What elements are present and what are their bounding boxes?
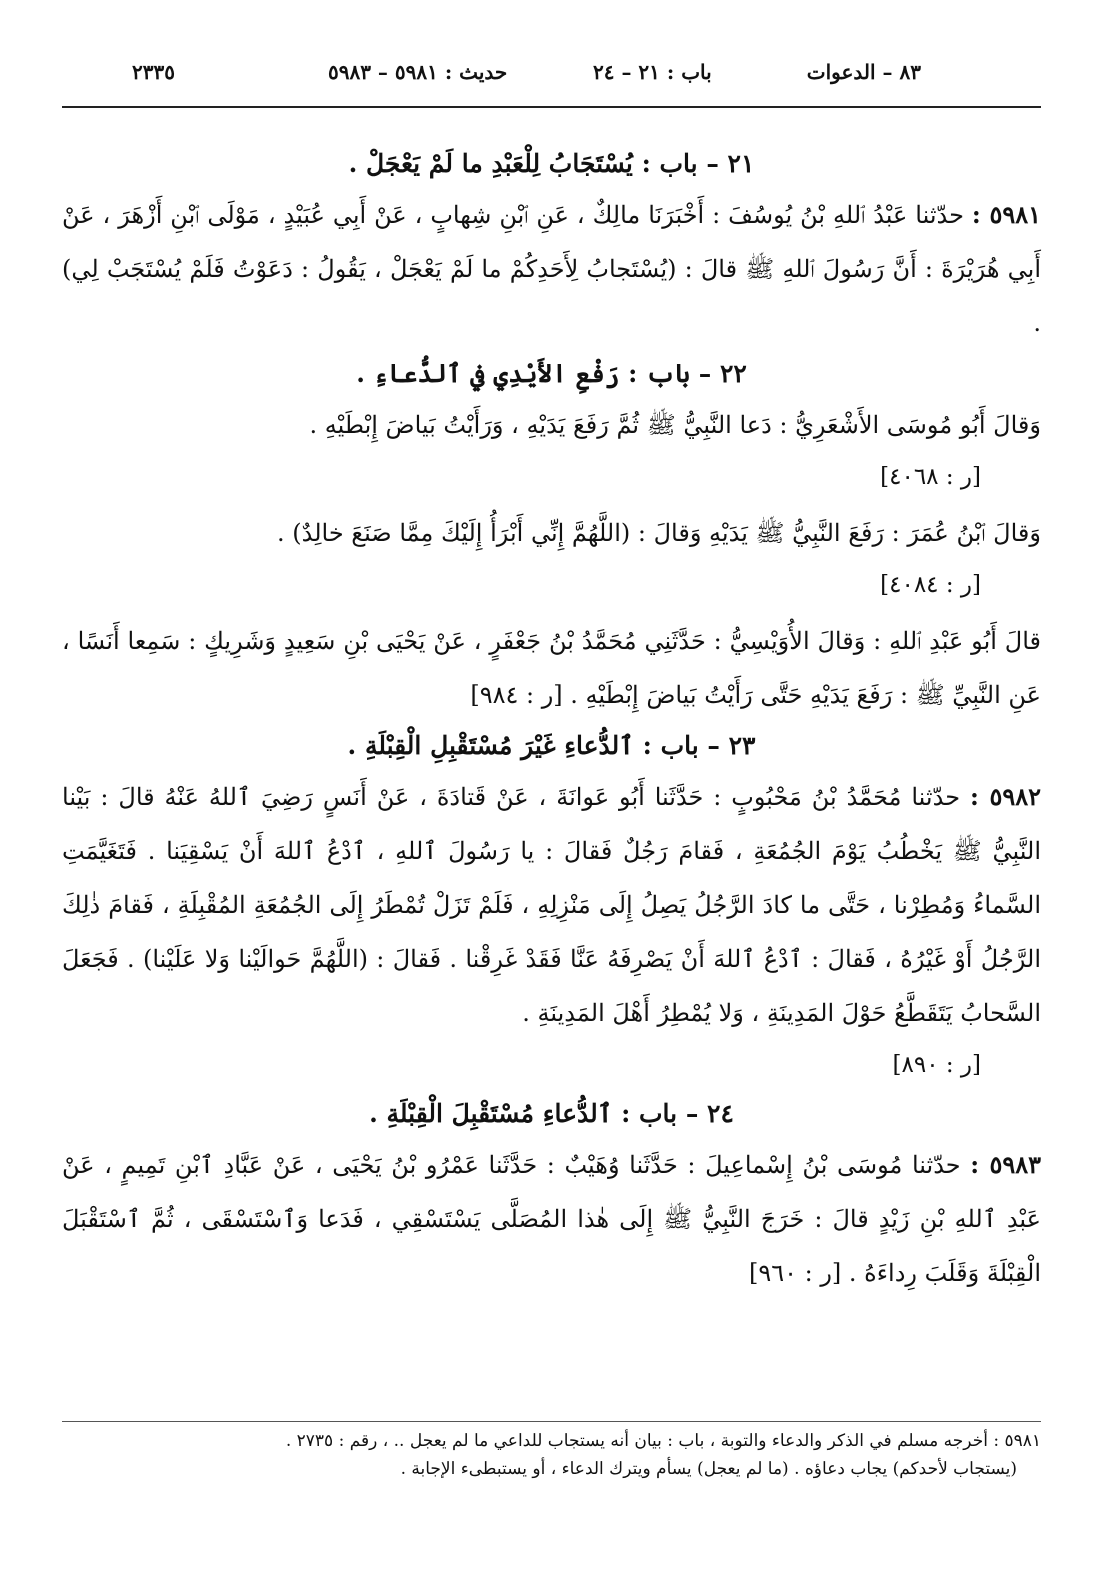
bab-range: باب : ٢١ – ٢٤ bbox=[593, 60, 712, 84]
chapter-heading: ٢١ – باب : يُسْتَجَابُ لِلْعَبْدِ ما لَمْ يَعْجَلْ . bbox=[348, 149, 755, 178]
hadith-paragraph bbox=[62, 1138, 1041, 1300]
narration-paragraph: وَقالَ ٱبْنُ عُمَرَ : رَفَعَ النَّبِيُّ ﷺ يَدَيْهِ وَقالَ : (اللَّهُمَّ إِنِّي أَبْرَأُ إِلَيْكَ مِمَّا صَنَعَ خالِدٌ) . bbox=[276, 519, 1041, 547]
hadith-number: ٥٩٨٢ : bbox=[969, 782, 1041, 811]
footnote: ٥٩٨١ : أخرجه مسلم في الذكر والدعاء والتوبة ، باب : بيان أنه يستجاب للداعي ما لم يعجل .. ، رقم : ٢٧٣٥ . bbox=[285, 1431, 1041, 1451]
cross-reference: [ر : ٤٠٨٤] bbox=[880, 572, 981, 598]
footnote-divider bbox=[62, 1421, 1041, 1422]
cross-reference: [ر : ٤٠٦٨] bbox=[880, 464, 981, 490]
chapter-heading: ٢٤ – باب : ٱلدُّعاءِ مُسْتَقْبِلَ الْقِبْلَةِ . bbox=[369, 1099, 734, 1128]
hadith-text: حدّثنا عَبْدُ ٱللهِ بْنُ يُوسُفَ : أَخْبَرَنَا مالِكٌ ، عَنِ ٱبْنِ شِهابٍ ، عَنْ أَبِي عُبَيْدٍ ، مَوْلَى ٱبْنِ أَزْهَرَ ، عَنْ أَبِي هُرَيْرَةَ : أَنَّ رَسُولَ ٱللهِ ﷺ قالَ : (يُسْتَجابُ لِأَحَدِكُمْ ما لَمْ يَعْجَلْ ، يَقُولُ : دَعَوْتُ فَلَمْ يُسْتَجَبْ لِي) . bbox=[62, 201, 1041, 337]
footnote: (يستجاب لأحدكم) يجاب دعاؤه . (ما لم يعجل) يسأم ويترك الدعاء ، أو يستبطىء الإجابة . bbox=[400, 1459, 1017, 1479]
chapter-heading: ٢٢ – باب : رَفْعِ الأَيْدِي في ٱلدُّعاءِ . bbox=[356, 359, 747, 388]
hadith-number: ٥٩٨١ : bbox=[971, 200, 1041, 229]
narration-paragraph: وَقالَ أَبُو مُوسَى الأَشْعَرِيُّ : دَعا النَّبِيُّ ﷺ ثُمَّ رَفَعَ يَدَيْهِ ، وَرَأَيْتُ بَياضَ إِبْطَيْهِ . bbox=[309, 411, 1041, 439]
hadith-number: ٥٩٨٣ : bbox=[970, 1150, 1042, 1179]
hadith-paragraph bbox=[62, 188, 1041, 350]
hadith-paragraph bbox=[62, 770, 1041, 1040]
running-header bbox=[70, 60, 1039, 100]
narration-paragraph: قالَ أَبُو عَبْدِ ٱللهِ : وَقالَ الأُوَيْسِيُّ : حَدَّثَنِي مُحَمَّدُ بْنُ جَعْفَرٍ ، عَنْ يَحْيَى بْنِ سَعِيدٍ وَشَرِيكٍ : سَمِعا أَنَسًا ، عَنِ النَّبِيِّ ﷺ : رَفَعَ يَدَيْهِ حَتَّى رَأَيْتُ بَياضَ إِبْطَيْهِ . [ر : ٩٨٤] bbox=[62, 627, 1041, 709]
footnotes bbox=[62, 1427, 1041, 1483]
header-divider bbox=[62, 106, 1041, 108]
book-title: ٨٣ – الدعوات bbox=[806, 60, 921, 84]
hadith-range: حديث : ٥٩٨١ – ٥٩٨٣ bbox=[328, 60, 508, 84]
main-text bbox=[62, 140, 1041, 1300]
chapter-heading: ٢٣ – باب : ٱلدُّعاءِ غَيْرَ مُسْتَقْبِلِ الْقِبْلَةِ . bbox=[347, 731, 756, 760]
hadith-text: حدّثنا مُوسَى بْنُ إِسْماعِيلَ : حَدَّثَنا وُهَيْبٌ : حَدَّثَنا عَمْرُو بْنُ يَحْيَى ، عَنْ عَبَّادِ ٱبْنِ تَمِيمٍ ، عَنْ عَبْدِ ٱللهِ بْنِ زَيْدٍ قالَ : خَرَجَ النَّبِيُّ ﷺ إِلَى هٰذا المُصَلَّى يَسْتَسْقِي ، فَدَعا وَٱسْتَسْقَى ، ثُمَّ ٱسْتَقْبَلَ الْقِبْلَةَ وَقَلَبَ رِداءَهُ . [ر : ٩٦٠] bbox=[62, 1151, 1041, 1287]
cross-reference: [ر : ٨٩٠] bbox=[892, 1052, 981, 1078]
hadith-text: حدّثنا مُحَمَّدُ بْنُ مَحْبُوبٍ : حَدَّثَنا أَبُو عَوانَةَ ، عَنْ قَتادَةَ ، عَنْ أَنَسٍ رَضِيَ ٱللهُ عَنْهُ قالَ : بَيْنا النَّبِيُّ ﷺ يَخْطُبُ يَوْمَ الجُمُعَةِ ، فَقامَ رَجُلٌ فَقالَ : يا رَسُولَ ٱللهِ ، ٱدْعُ ٱللهَ أَنْ يَسْقِيَنا . فَتَغَيَّمَتِ السَّماءُ وَمُطِرْنا ، حَتَّى ما كادَ الرَّجُلُ يَصِلُ إِلَى مَنْزِلِهِ ، فَلَمْ تَزَلْ تُمْطَرُ إِلَى الجُمُعَةِ المُقْبِلَةِ ، فَقامَ ذٰلِكَ الرَّجُلُ أَوْ غَيْرُهُ ، فَقالَ : ٱدْعُ ٱللهَ أَنْ يَصْرِفَهُ عَنَّا فَقَدْ غَرِقْنا . فَقالَ : (اللَّهُمَّ حَوالَيْنا وَلا عَلَيْنا) . فَجَعَلَ السَّحابُ يَتَقَطَّعُ حَوْلَ المَدِينَةِ ، وَلا يُمْطِرُ أَهْلَ المَدِينَةِ . bbox=[62, 783, 1042, 1027]
page-number: ٢٣٣٥ bbox=[132, 60, 175, 84]
